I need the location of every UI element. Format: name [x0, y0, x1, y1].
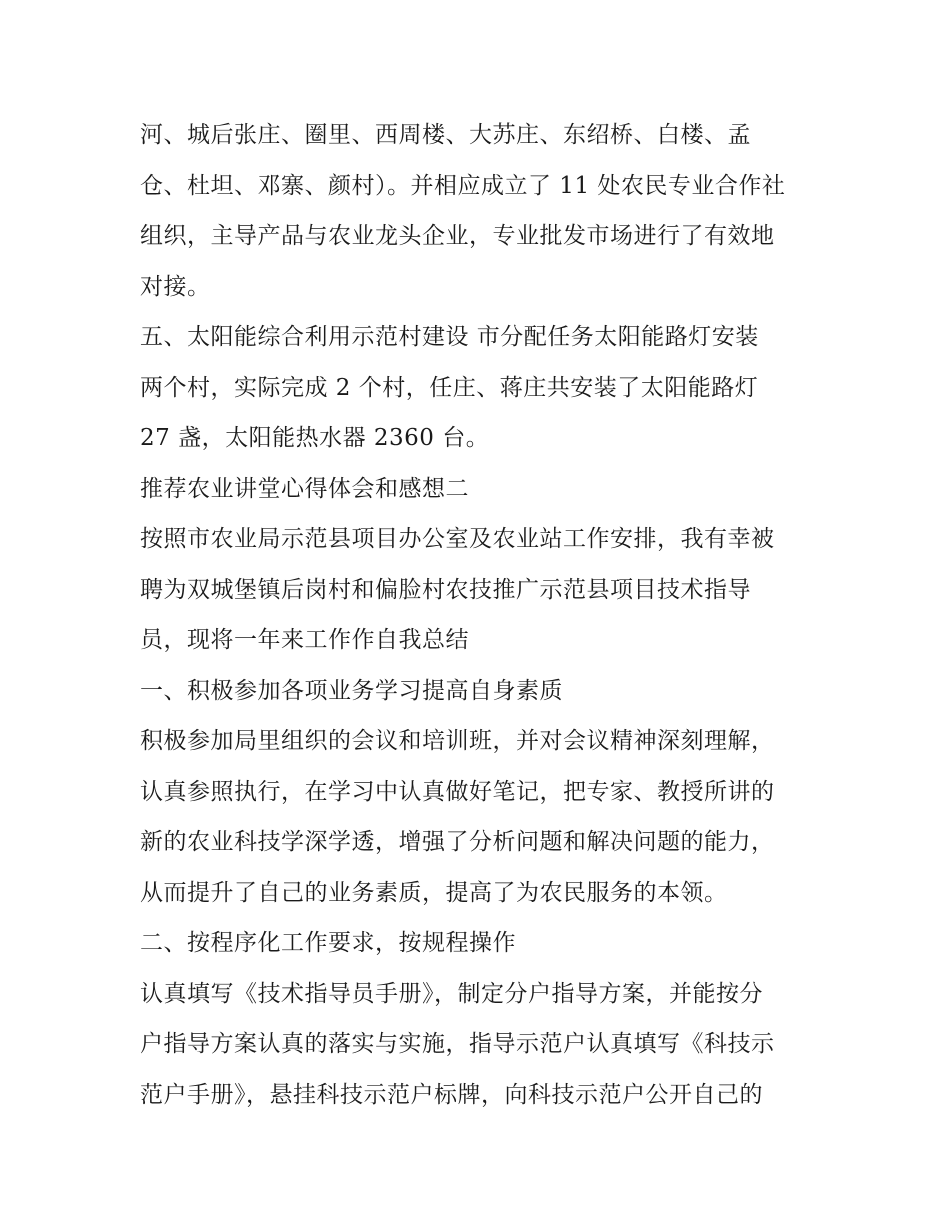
- text-line: 仓、杜坦、邓寨、颜村）。并相应成立了 11 处农民专业合作社: [140, 172, 786, 199]
- text-line: 按照市农业局示范县项目办公室及农业站工作安排，我有幸被: [140, 526, 775, 552]
- text-line: 聘为双城堡镇后岗村和偏脸村农技推广示范县项目技术指导: [140, 576, 751, 603]
- text-line: 两个村，实际完成 2 个村，任庄、蒋庄共安装了太阳能路灯: [140, 374, 759, 401]
- text-line: 认真参照执行，在学习中认真做好笔记，把专家、教授所讲的: [140, 778, 775, 805]
- text-line: 新的农业科技学深学透，增强了分析问题和解决问题的能力，: [140, 829, 775, 855]
- text-line: 户指导方案认真的落实与实施，指导示范户认真填写《科技示: [140, 1031, 775, 1057]
- text-line: 积极参加局里组织的会议和培训班，并对会议精神深刻理解，: [140, 728, 775, 754]
- section-heading: 一、积极参加各项业务学习提高自身素质: [140, 677, 563, 704]
- article-title: 推荐农业讲堂心得体会和感想二: [140, 475, 469, 502]
- text-line: 27 盏，太阳能热水器 2360 台。: [140, 425, 490, 451]
- section-heading: 二、按程序化工作要求，按规程操作: [140, 930, 516, 956]
- text-line: 河、城后张庄、圈里、西周楼、大苏庄、东绍桥、白楼、孟: [140, 122, 751, 148]
- text-line: 从而提升了自己的业务素质，提高了为农民服务的本领。: [140, 879, 728, 906]
- text-line: 认真填写《技术指导员手册》，制定分户指导方案，并能按分: [140, 980, 763, 1007]
- text-line: 组织，主导产品与农业龙头企业，专业批发市场进行了有效地: [140, 223, 775, 249]
- section-heading-line: 五、太阳能综合利用示范村建设 市分配任务太阳能路灯安装: [140, 324, 759, 350]
- text-line: 员，现将一年来工作作自我总结: [140, 627, 469, 653]
- text-line: 对接。: [140, 273, 211, 300]
- text-line: 范户手册》，悬挂科技示范户标牌，向科技示范户公开自己的: [140, 1081, 763, 1108]
- document-body: [140, 110, 820, 1120]
